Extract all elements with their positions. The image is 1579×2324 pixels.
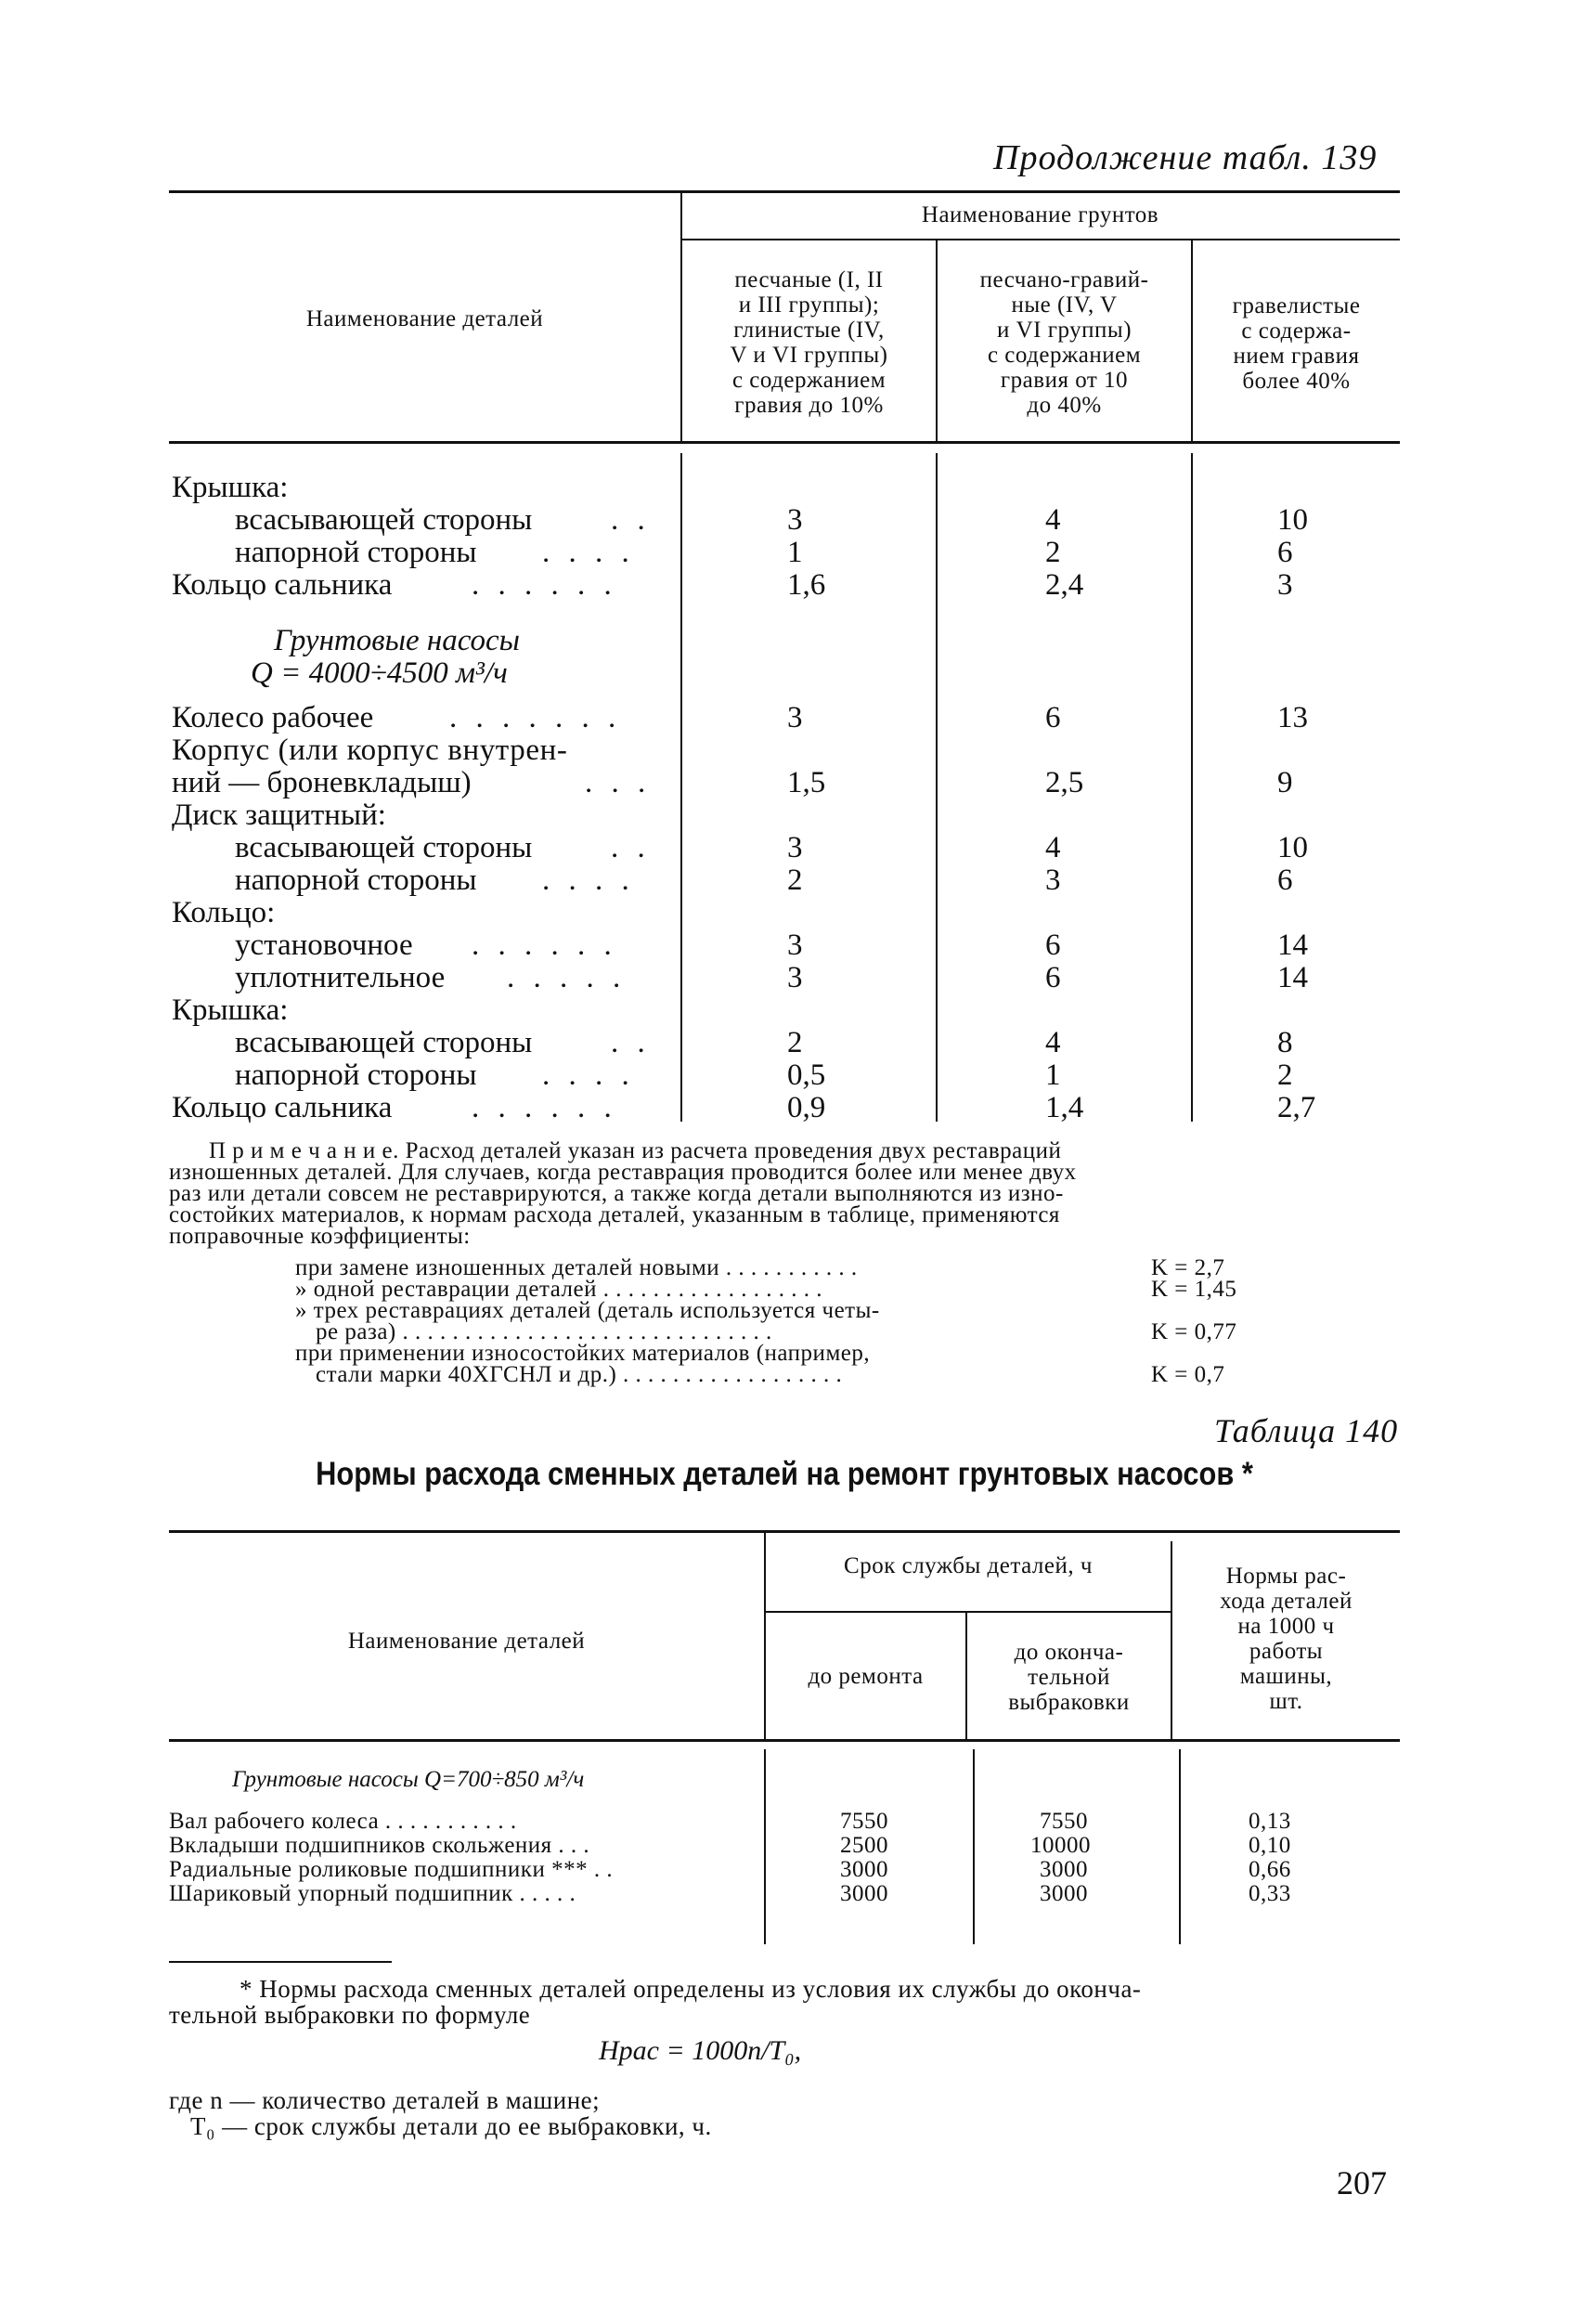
section-title: Грунтовые насосы	[274, 624, 521, 657]
page-number: 207	[1337, 2164, 1387, 2201]
coef-value: K = 0,77	[1151, 1319, 1237, 1344]
coef-text: » трех реставрациях деталей (деталь используется четы-	[295, 1298, 880, 1323]
cell-value: 10	[1277, 503, 1308, 537]
table-top-rule	[169, 190, 1400, 193]
note-line: раз или детали совсем не реставрируются, а также когда детали выполняются из изно-	[169, 1181, 1064, 1206]
t140-divider-3-body	[1179, 1749, 1181, 1944]
row-dots: . . . . . .	[472, 568, 617, 602]
row-name: Кольцо сальника	[172, 568, 393, 602]
cell-value: 1,5	[787, 766, 826, 799]
cell-value: 3	[787, 928, 803, 962]
row-name: Кольцо сальника	[172, 1091, 393, 1124]
row-name: напорной стороны	[235, 536, 477, 569]
coef-value: K = 0,7	[1151, 1362, 1225, 1387]
header-soil-col-2: песчано-гравий- ные (IV, V и VI группы) с содержанием гравия от 10 до 40%	[979, 267, 1149, 418]
footnote-line: * Нормы расхода сменных деталей определены из условия их службы до оконча-	[239, 1975, 1142, 2003]
t140-cell: 2500	[840, 1833, 888, 1858]
col-divider-1-body	[680, 453, 682, 1122]
note-line: изношенных деталей. Для случаев, когда реставрация проводится более или менее двух	[169, 1160, 1077, 1185]
cell-value: 1	[787, 536, 803, 569]
cell-value: 2	[1045, 536, 1061, 569]
cell-value: 3	[1277, 568, 1293, 602]
section-title-formula: Q = 4000÷4500 м³/ч	[251, 656, 508, 690]
t140-header-repair: до ремонта	[808, 1664, 924, 1689]
row-name: ний — броневкладыш)	[172, 766, 472, 799]
row-name: уплотнительное	[235, 961, 446, 994]
row-dots: . . .	[585, 766, 652, 799]
cell-value: 4	[1045, 503, 1061, 537]
cell-value: 1,4	[1045, 1091, 1084, 1124]
cell-value: 2,7	[1277, 1091, 1316, 1124]
coef-value: K = 2,7	[1151, 1255, 1225, 1280]
soils-header-rule	[680, 239, 1400, 240]
col-divider-2-body	[936, 453, 938, 1122]
row-name: Диск защитный:	[172, 798, 386, 832]
row-dots: . . . . . .	[472, 1091, 617, 1124]
table-140-title: Нормы расхода сменных деталей на ремонт грунтовых насосов *	[316, 1456, 1253, 1492]
row-dots: . . . .	[542, 1058, 635, 1092]
row-name: напорной стороны	[235, 863, 477, 897]
row-name: Крышка:	[172, 471, 289, 504]
t140-section: Грунтовые насосы Q=700÷850 м³/ч	[232, 1767, 585, 1792]
t140-cell: 0,10	[1249, 1833, 1291, 1858]
header-soil-col-3: гравелистые с содержа- нием гравия более 40%	[1232, 293, 1361, 394]
t140-cell: 3000	[840, 1881, 888, 1906]
t140-row-name: Шариковый упорный подшипник . . . . .	[169, 1881, 576, 1906]
coef-text: » одной реставрации деталей . . . . . . . . . . . . . . . . . .	[295, 1277, 822, 1302]
cell-value: 2,4	[1045, 568, 1084, 602]
row-dots: . . . .	[542, 863, 635, 897]
table-140-top-rule	[169, 1530, 1400, 1533]
cell-value: 14	[1277, 928, 1308, 962]
cell-value: 6	[1045, 961, 1061, 994]
row-name: всасывающей стороны	[235, 503, 533, 537]
coef-text: стали марки 40ХГСНЛ и др.) . . . . . . . . . . . . . . . . . .	[316, 1362, 843, 1387]
row-dots: . .	[611, 831, 651, 864]
cell-value: 6	[1045, 701, 1061, 734]
row-name: Колесо рабочее	[172, 701, 374, 734]
col-divider-3-body	[1191, 453, 1193, 1122]
t140-cell: 3000	[840, 1857, 888, 1882]
t140-cell: 7550	[840, 1809, 888, 1834]
t140-row-name: Радиальные роликовые подшипники *** . .	[169, 1857, 614, 1882]
header-parts: Наименование деталей	[305, 306, 544, 331]
row-dots: . . . . . . .	[449, 701, 622, 734]
cell-value: 4	[1045, 1026, 1061, 1059]
t140-cell: 0,33	[1249, 1881, 1291, 1906]
t140-cell: 7550	[1040, 1809, 1088, 1834]
footnote-rule	[169, 1961, 392, 1963]
footnote-line: где n — количество деталей в машине;	[169, 2086, 601, 2114]
cell-value: 3	[787, 831, 803, 864]
row-name: напорной стороны	[235, 1058, 477, 1092]
coef-text: ре раза) . . . . . . . . . . . . . . . . . . . . . . . . . . . . . .	[316, 1319, 772, 1344]
t140-cell: 3000	[1040, 1857, 1088, 1882]
cell-value: 3	[787, 701, 803, 734]
t140-cell: 3000	[1040, 1881, 1088, 1906]
row-name: Кольцо:	[172, 896, 276, 929]
header-soils: Наименование грунтов	[921, 202, 1159, 227]
cell-value: 2	[787, 863, 803, 897]
t140-header-life: Срок службы деталей, ч	[844, 1553, 1093, 1578]
cell-value: 2	[787, 1026, 803, 1059]
note-line: поправочные коэффициенты:	[169, 1224, 471, 1249]
footnote-line: T₀ — срок службы детали до ее выбраковки, ч.	[190, 2112, 712, 2140]
cell-value: 9	[1277, 766, 1293, 799]
t140-header-final: до оконча- тельной выбраковки	[1008, 1640, 1130, 1715]
cell-value: 2,5	[1045, 766, 1084, 799]
note-line: П р и м е ч а н и е. Расход деталей указан из расчета проведения двух реставраций	[209, 1138, 1062, 1163]
row-name: Корпус (или корпус внутрен-	[172, 734, 568, 767]
coef-text: при замене изношенных деталей новыми . . . . . . . . . . .	[295, 1255, 858, 1280]
cell-value: 13	[1277, 701, 1308, 734]
row-dots: . . . . .	[507, 961, 627, 994]
cell-value: 4	[1045, 831, 1061, 864]
footnote-formula: Hрас = 1000n/T₀,	[599, 2035, 802, 2066]
row-dots: . . . . . .	[472, 928, 617, 962]
row-name: Крышка:	[172, 993, 289, 1027]
row-dots: . .	[611, 503, 651, 537]
coef-text: при применении износостойких материалов (например,	[295, 1341, 871, 1366]
continuation-label: Продолжение табл. 139	[993, 138, 1378, 177]
row-name: всасывающей стороны	[235, 831, 533, 864]
row-dots: . .	[611, 1026, 651, 1059]
footnote-line: тельной выбраковки по формуле	[169, 2001, 531, 2029]
header-soil-col-1: песчаные (I, II и III группы); глинистые (IV, V и VI группы) с содержанием гравия до 10%	[730, 267, 888, 418]
row-name: установочное	[235, 928, 413, 962]
t140-divider-1-body	[764, 1749, 766, 1944]
coef-value: K = 1,45	[1151, 1277, 1237, 1302]
t140-cell: 0,66	[1249, 1857, 1291, 1882]
cell-value: 10	[1277, 831, 1308, 864]
t140-header-parts: Наименование деталей	[347, 1629, 586, 1654]
cell-value: 8	[1277, 1026, 1293, 1059]
cell-value: 3	[787, 961, 803, 994]
t140-header-norm: Нормы рас- хода деталей на 1000 ч работы машины, шт.	[1220, 1564, 1353, 1714]
t140-row-name: Вкладыши подшипников скольжения . . .	[169, 1833, 590, 1858]
cell-value: 0,9	[787, 1091, 826, 1124]
cell-value: 14	[1277, 961, 1308, 994]
t140-row-name: Вал рабочего колеса . . . . . . . . . . .	[169, 1809, 517, 1834]
note-line: состойких материалов, к нормам расхода деталей, указанным в таблице, применяются	[169, 1202, 1060, 1227]
t140-divider-2-body	[973, 1749, 975, 1944]
cell-value: 6	[1277, 863, 1293, 897]
t140-cell: 0,13	[1249, 1809, 1291, 1834]
cell-value: 2	[1277, 1058, 1293, 1092]
cell-value: 3	[1045, 863, 1061, 897]
life-header-rule	[764, 1611, 1171, 1613]
cell-value: 1,6	[787, 568, 826, 602]
cell-value: 0,5	[787, 1058, 826, 1092]
header-bottom-rule	[169, 441, 1400, 444]
table-140-label: Таблица 140	[1214, 1412, 1399, 1449]
row-name: всасывающей стороны	[235, 1026, 533, 1059]
cell-value: 6	[1045, 928, 1061, 962]
cell-value: 6	[1277, 536, 1293, 569]
table-140-header-bottom	[169, 1739, 1400, 1742]
cell-value: 1	[1045, 1058, 1061, 1092]
t140-cell: 10000	[1030, 1833, 1091, 1858]
cell-value: 3	[787, 503, 803, 537]
row-dots: . . . .	[542, 536, 635, 569]
